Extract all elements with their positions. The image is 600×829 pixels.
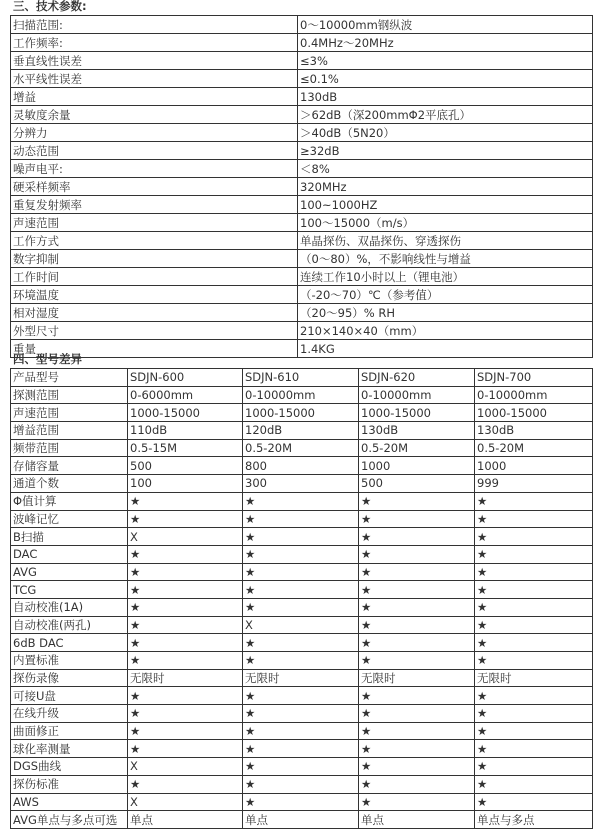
- model-row: [11, 652, 593, 670]
- model-feature-value: 800: [243, 457, 359, 475]
- model-feature-value: ★: [128, 581, 243, 599]
- model-feature-value: 110dB: [128, 422, 243, 440]
- model-row: [11, 775, 593, 793]
- model-feature-value: 无限时: [475, 669, 593, 687]
- model-feature-value: ★: [359, 563, 475, 581]
- model-feature-value: 130dB: [359, 422, 475, 440]
- section-heading-models-text: 四、型号差异: [13, 352, 82, 366]
- section-heading-specs: [12, 0, 87, 15]
- model-feature-value: 130dB: [475, 422, 593, 440]
- spec-row: [11, 214, 593, 232]
- model-feature-value: ★: [128, 563, 243, 581]
- model-feature-value: 单点: [128, 811, 243, 829]
- model-feature-value: ★: [128, 722, 243, 740]
- spec-row: [11, 286, 593, 304]
- model-feature-label: 在线升级: [11, 705, 128, 723]
- model-feature-value: ★: [475, 528, 593, 546]
- model-feature-value: ★: [359, 510, 475, 528]
- model-feature-label: 频带范围: [11, 439, 128, 457]
- model-feature-value: 0-10000mm: [359, 386, 475, 404]
- model-row: [11, 492, 593, 510]
- spec-label: 数字抑制: [11, 250, 298, 268]
- model-feature-value: ★: [475, 775, 593, 793]
- model-feature-value: 单点与多点: [475, 811, 593, 829]
- spec-row: [11, 124, 593, 142]
- model-feature-value: ★: [359, 652, 475, 670]
- model-feature-label: 自动校准(1A): [11, 598, 128, 616]
- model-feature-value: ★: [475, 616, 593, 634]
- spec-value: ＞40dB（5N20）: [298, 124, 593, 142]
- spec-label: 环境温度: [11, 286, 298, 304]
- model-feature-value: ★: [475, 510, 593, 528]
- spec-value: 0.4MHz～20MHz: [298, 34, 593, 52]
- model-feature-value: X: [128, 758, 243, 776]
- model-feature-value: ★: [243, 563, 359, 581]
- model-feature-label: 声速范围: [11, 404, 128, 422]
- model-feature-value: X: [128, 528, 243, 546]
- model-feature-value: 0-10000mm: [475, 386, 593, 404]
- model-row: [11, 422, 593, 440]
- spec-label: 动态范围: [11, 142, 298, 160]
- model-feature-value: ★: [475, 492, 593, 510]
- model-feature-value: ★: [359, 793, 475, 811]
- spec-row: [11, 160, 593, 178]
- spec-row: [11, 196, 593, 214]
- model-feature-value: ★: [475, 634, 593, 652]
- model-comparison-table: [10, 368, 593, 829]
- model-row: [11, 457, 593, 475]
- model-feature-value: ★: [359, 492, 475, 510]
- spec-value: 130dB: [298, 88, 593, 106]
- model-feature-value: 500: [359, 475, 475, 493]
- model-feature-value: 1000: [475, 457, 593, 475]
- model-feature-value: ★: [359, 775, 475, 793]
- model-row: [11, 634, 593, 652]
- model-feature-value: 单点: [359, 811, 475, 829]
- spec-label: 重量: [11, 340, 298, 358]
- spec-label: 工作方式: [11, 232, 298, 250]
- model-feature-label: TCG: [11, 581, 128, 599]
- model-feature-label: 内置标准: [11, 652, 128, 670]
- model-row: [11, 386, 593, 404]
- model-feature-value: ★: [243, 705, 359, 723]
- model-feature-value: 无限时: [359, 669, 475, 687]
- model-feature-value: ★: [475, 740, 593, 758]
- model-feature-label: AVG单点与多点可选: [11, 811, 128, 829]
- model-feature-label: Φ值计算: [11, 492, 128, 510]
- spec-value: （-20～70）℃（参考值）: [298, 286, 593, 304]
- model-header-cell: SDJN-610: [243, 369, 359, 387]
- spec-row: [11, 106, 593, 124]
- model-feature-value: ★: [128, 510, 243, 528]
- model-row: [11, 758, 593, 776]
- model-feature-value: 无限时: [128, 669, 243, 687]
- model-feature-value: ★: [359, 740, 475, 758]
- spec-value: ≤3%: [298, 52, 593, 70]
- spec-row: [11, 70, 593, 88]
- model-feature-value: ★: [128, 687, 243, 705]
- spec-label: 声速范围: [11, 214, 298, 232]
- section-heading-specs-text: 三、技术参数:: [13, 0, 87, 13]
- model-feature-value: ★: [243, 722, 359, 740]
- model-feature-value: 500: [128, 457, 243, 475]
- spec-value: 320MHz: [298, 178, 593, 196]
- spec-value: ＞62dB（深200mmΦ2平底孔）: [298, 106, 593, 124]
- model-header-row: [11, 369, 593, 387]
- spec-row: [11, 34, 593, 52]
- model-feature-label: AWS: [11, 793, 128, 811]
- spec-value: ≤0.1%: [298, 70, 593, 88]
- model-feature-value: ★: [243, 740, 359, 758]
- spec-label: 增益: [11, 88, 298, 106]
- model-row: [11, 545, 593, 563]
- model-row: [11, 563, 593, 581]
- model-feature-value: ★: [128, 492, 243, 510]
- spec-row: [11, 142, 593, 160]
- spec-row: [11, 250, 593, 268]
- spec-label: 分辨力: [11, 124, 298, 142]
- model-row: [11, 705, 593, 723]
- spec-label: 垂直线性误差: [11, 52, 298, 70]
- model-feature-label: 存储容量: [11, 457, 128, 475]
- model-row: [11, 740, 593, 758]
- model-feature-value: ★: [475, 545, 593, 563]
- spec-value: 1.4KG: [298, 340, 593, 358]
- spec-row: [11, 16, 593, 34]
- model-feature-value: ★: [475, 793, 593, 811]
- spec-label: 扫描范围:: [11, 16, 298, 34]
- model-feature-value: 0.5-20M: [243, 439, 359, 457]
- model-feature-value: 1000-15000: [128, 404, 243, 422]
- model-feature-label: 曲面修正: [11, 722, 128, 740]
- model-feature-value: ★: [359, 722, 475, 740]
- model-row: [11, 687, 593, 705]
- model-feature-label: 通道个数: [11, 475, 128, 493]
- model-feature-value: ★: [475, 581, 593, 599]
- model-feature-value: ★: [243, 775, 359, 793]
- spec-label: 工作频率:: [11, 34, 298, 52]
- model-feature-value: 1000-15000: [243, 404, 359, 422]
- model-feature-label: 可接U盘: [11, 687, 128, 705]
- model-feature-value: 1000: [359, 457, 475, 475]
- spec-value: 100～15000（m/s）: [298, 214, 593, 232]
- spec-value: 单晶探伤、双晶探伤、穿透探伤: [298, 232, 593, 250]
- model-feature-value: ★: [243, 510, 359, 528]
- model-feature-label: 波峰记忆: [11, 510, 128, 528]
- model-feature-value: ★: [359, 687, 475, 705]
- model-header-cell: SDJN-600: [128, 369, 243, 387]
- model-feature-label: DGS曲线: [11, 758, 128, 776]
- spec-row: [11, 232, 593, 250]
- model-row: [11, 616, 593, 634]
- spec-label: 噪声电平:: [11, 160, 298, 178]
- model-feature-value: ★: [243, 598, 359, 616]
- model-feature-value: ★: [128, 775, 243, 793]
- model-feature-value: ★: [475, 705, 593, 723]
- spec-label: 硬采样频率: [11, 178, 298, 196]
- model-header-cell: SDJN-620: [359, 369, 475, 387]
- model-feature-value: 0.5-15M: [128, 439, 243, 457]
- model-row: [11, 439, 593, 457]
- model-feature-value: ★: [475, 598, 593, 616]
- model-feature-value: 100: [128, 475, 243, 493]
- spec-label: 工作时间: [11, 268, 298, 286]
- model-feature-value: ★: [359, 616, 475, 634]
- section-heading-models: [12, 351, 82, 368]
- model-feature-value: 0.5-20M: [475, 439, 593, 457]
- spec-label: 外型尺寸: [11, 322, 298, 340]
- model-row: [11, 581, 593, 599]
- model-feature-value: ★: [359, 634, 475, 652]
- spec-value: ＜8%: [298, 160, 593, 178]
- spec-row: [11, 322, 593, 340]
- model-feature-label: AVG: [11, 563, 128, 581]
- model-feature-label: 6dB DAC: [11, 634, 128, 652]
- model-feature-value: 999: [475, 475, 593, 493]
- spec-row: [11, 268, 593, 286]
- model-row: [11, 404, 593, 422]
- specs-table: [10, 15, 593, 358]
- model-header-label: 产品型号: [11, 369, 128, 387]
- model-feature-value: ★: [243, 758, 359, 776]
- spec-value: （0～80）%，不影响线性与增益: [298, 250, 593, 268]
- spec-label: 相对湿度: [11, 304, 298, 322]
- model-feature-value: ★: [475, 687, 593, 705]
- model-feature-value: X: [243, 616, 359, 634]
- model-feature-value: 1000-15000: [475, 404, 593, 422]
- spec-row: [11, 340, 593, 358]
- spec-value: ≥32dB: [298, 142, 593, 160]
- model-feature-value: 0-6000mm: [128, 386, 243, 404]
- model-feature-value: ★: [475, 563, 593, 581]
- model-row: [11, 811, 593, 829]
- model-feature-value: ★: [359, 598, 475, 616]
- model-feature-value: ★: [359, 758, 475, 776]
- model-feature-value: 0.5-20M: [359, 439, 475, 457]
- model-row: [11, 722, 593, 740]
- model-feature-value: ★: [359, 581, 475, 599]
- model-feature-label: 增益范围: [11, 422, 128, 440]
- spec-value: 0～10000mm钢纵波: [298, 16, 593, 34]
- spec-label: 水平线性误差: [11, 70, 298, 88]
- model-feature-value: ★: [128, 705, 243, 723]
- model-row: [11, 475, 593, 493]
- model-row: [11, 669, 593, 687]
- model-feature-value: ★: [243, 581, 359, 599]
- model-feature-value: 无限时: [243, 669, 359, 687]
- model-feature-value: ★: [475, 758, 593, 776]
- model-feature-value: ★: [128, 598, 243, 616]
- spec-row: [11, 88, 593, 106]
- spec-row: [11, 304, 593, 322]
- model-feature-value: ★: [359, 705, 475, 723]
- model-header-cell: SDJN-700: [475, 369, 593, 387]
- model-feature-label: 自动校准(两孔): [11, 616, 128, 634]
- spec-label: 灵敏度余量: [11, 106, 298, 124]
- model-feature-value: ★: [243, 528, 359, 546]
- model-feature-value: ★: [475, 722, 593, 740]
- spec-value: （20～95）% RH: [298, 304, 593, 322]
- spec-label: 重复发射频率: [11, 196, 298, 214]
- spec-value: 210×140×40（mm）: [298, 322, 593, 340]
- model-feature-label: 球化率测量: [11, 740, 128, 758]
- model-feature-value: ★: [243, 687, 359, 705]
- model-feature-value: 1000-15000: [359, 404, 475, 422]
- model-feature-value: ★: [128, 740, 243, 758]
- model-feature-value: ★: [359, 528, 475, 546]
- model-feature-value: ★: [128, 634, 243, 652]
- model-feature-value: X: [128, 793, 243, 811]
- model-feature-value: ★: [128, 652, 243, 670]
- model-feature-value: ★: [128, 616, 243, 634]
- model-feature-label: B扫描: [11, 528, 128, 546]
- model-row: [11, 528, 593, 546]
- model-feature-value: ★: [359, 545, 475, 563]
- model-row: [11, 510, 593, 528]
- model-feature-label: 探测范围: [11, 386, 128, 404]
- model-feature-value: ★: [475, 652, 593, 670]
- model-feature-value: ★: [243, 545, 359, 563]
- spec-value: 100~1000HZ: [298, 196, 593, 214]
- model-feature-value: 0-10000mm: [243, 386, 359, 404]
- model-feature-label: 探伤标准: [11, 775, 128, 793]
- model-feature-value: 单点: [243, 811, 359, 829]
- model-row: [11, 793, 593, 811]
- model-feature-value: 120dB: [243, 422, 359, 440]
- model-row: [11, 598, 593, 616]
- model-feature-value: ★: [128, 545, 243, 563]
- model-feature-value: ★: [243, 634, 359, 652]
- model-feature-label: DAC: [11, 545, 128, 563]
- model-feature-value: 300: [243, 475, 359, 493]
- spec-row: [11, 178, 593, 196]
- spec-value: 连续工作10小时以上（锂电池）: [298, 268, 593, 286]
- spec-row: [11, 52, 593, 70]
- model-feature-value: ★: [243, 492, 359, 510]
- model-feature-value: ★: [243, 652, 359, 670]
- model-feature-label: 探伤录像: [11, 669, 128, 687]
- model-feature-value: ★: [243, 793, 359, 811]
